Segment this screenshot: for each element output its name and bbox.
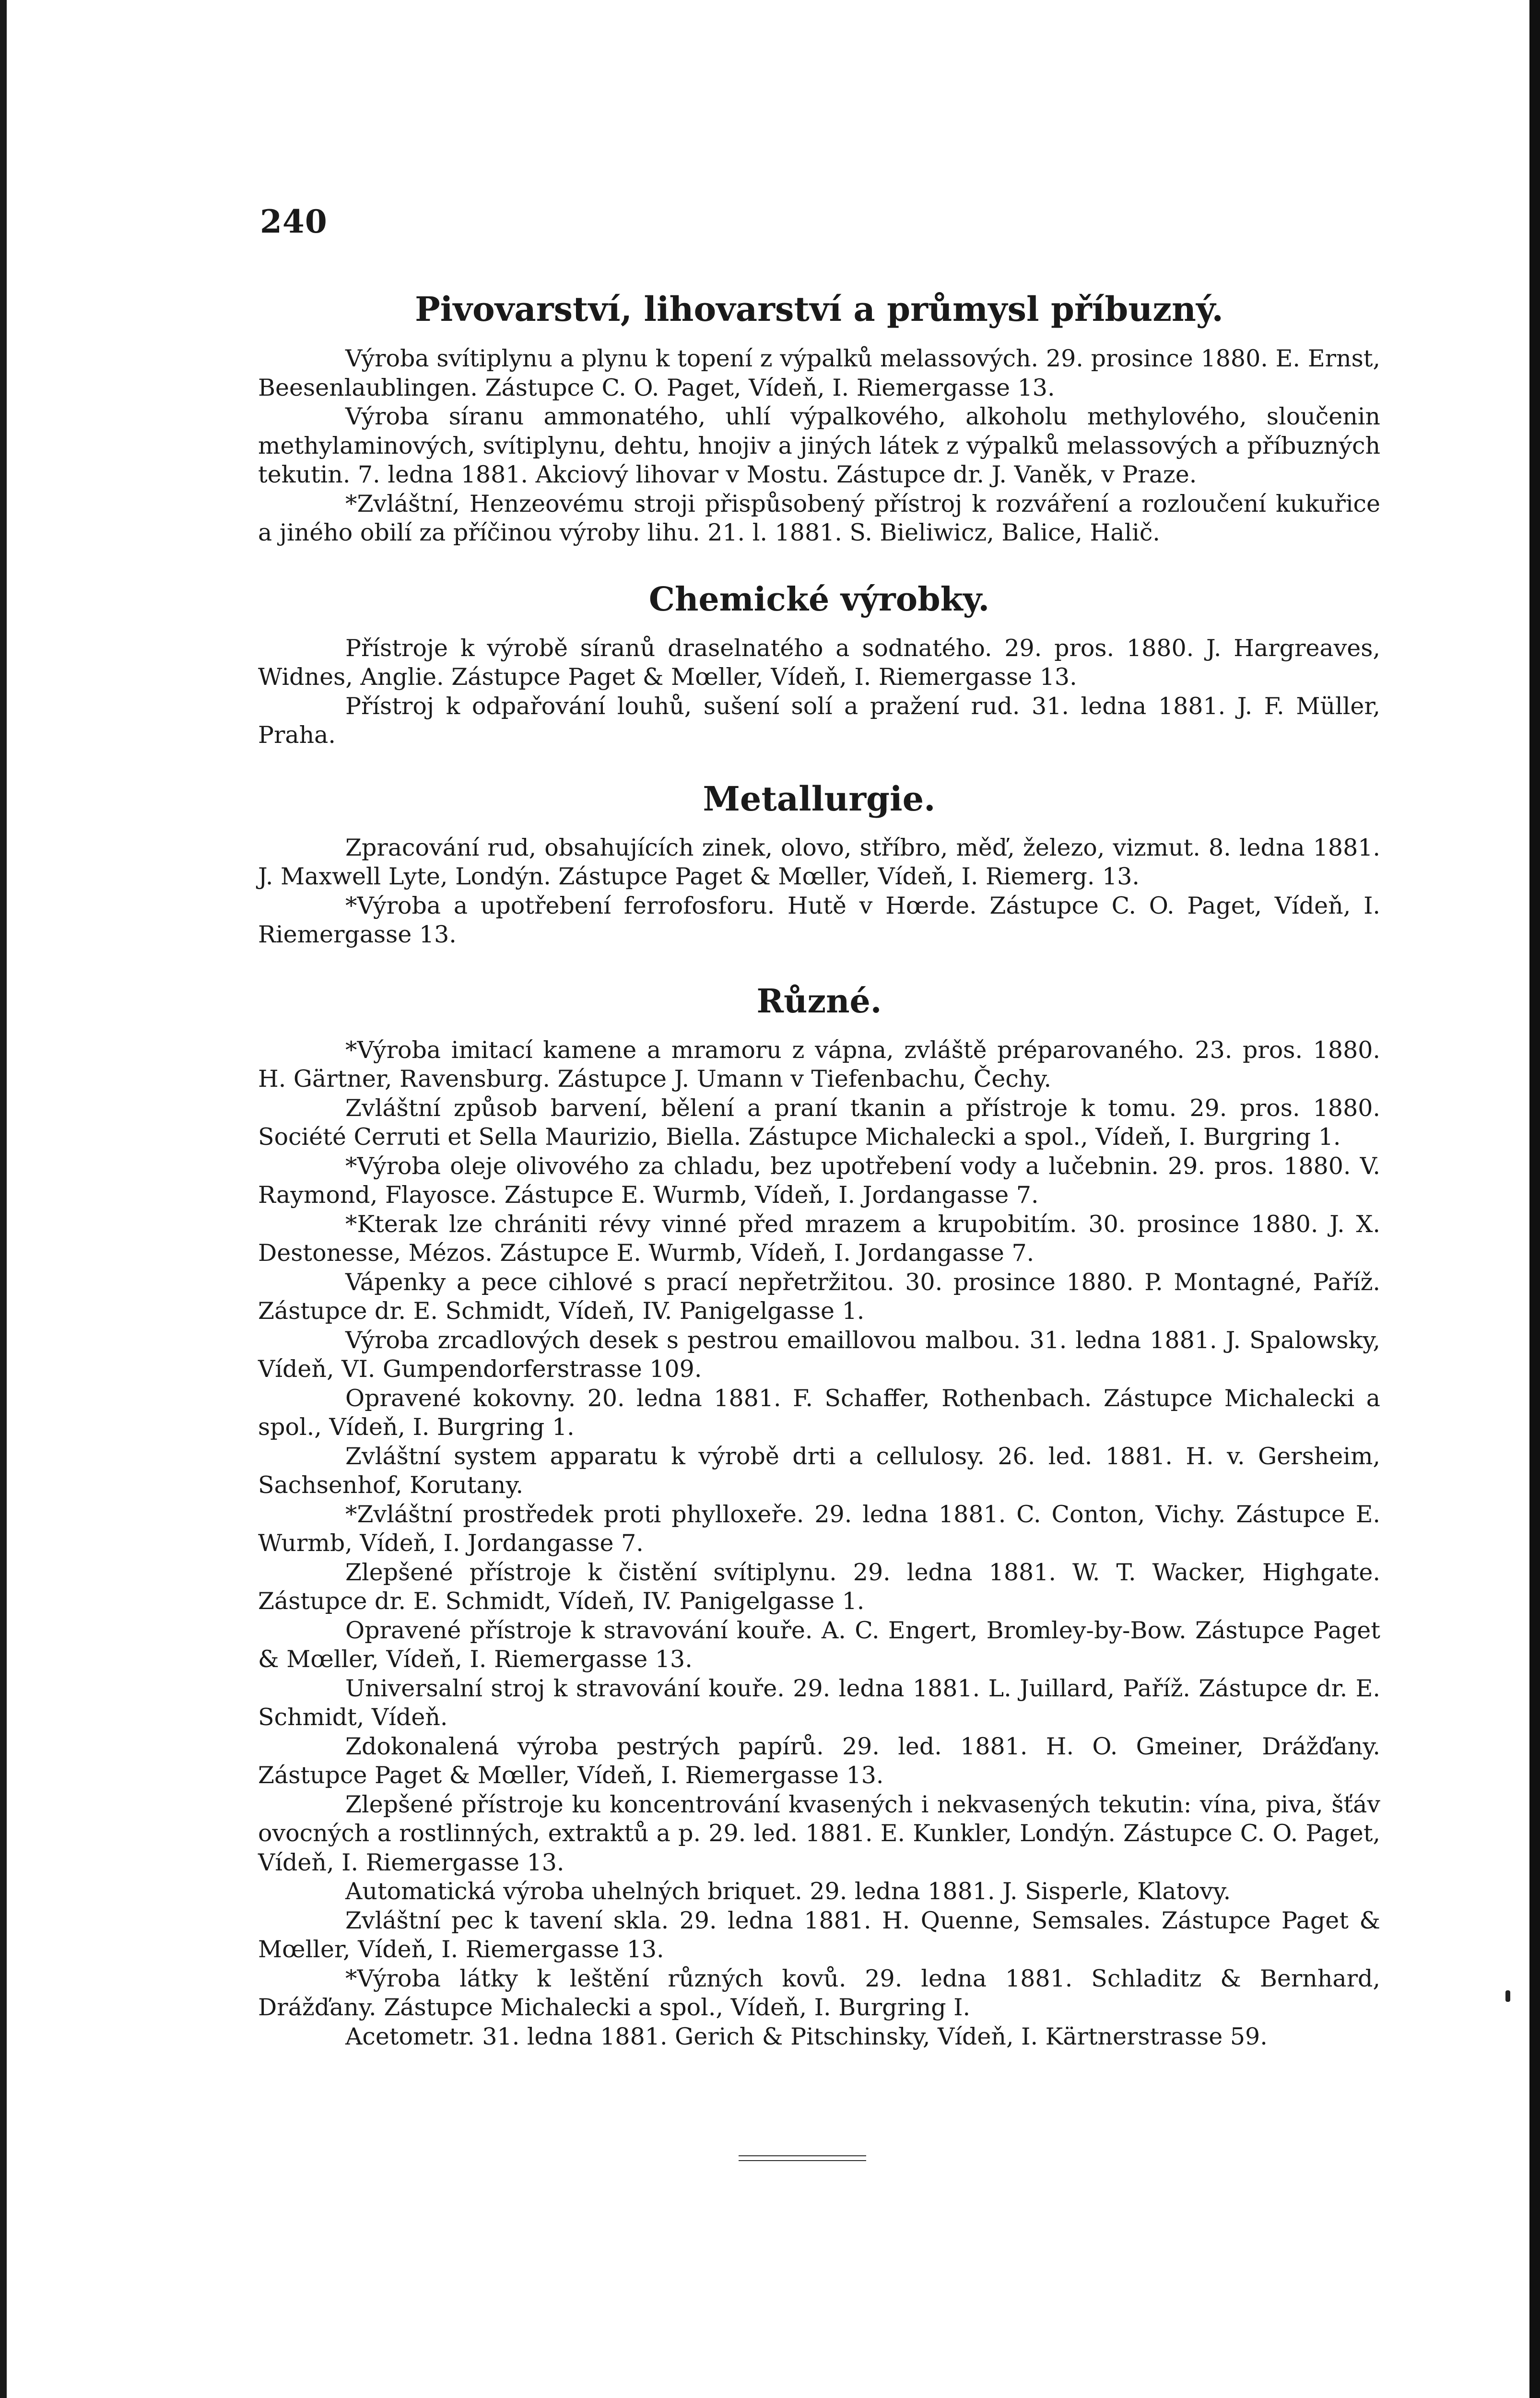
scan-edge-left — [0, 0, 7, 2398]
patent-entry: Vápenky a pece cihlové s prací nepřetržitou. 30. prosince 1880. P. Montagné, Paříž. Zástupce dr. E. Schmidt, Vídeň, IV. Panigelgasse 1. — [258, 1268, 1380, 1325]
patent-entry: Výroba zrcadlových desek s pestrou emaillovou malbou. 31. ledna 1881. J. Spalowsky, Vídeň, VI. Gumpendorferstrasse 109. — [258, 1326, 1380, 1383]
patent-entry: Acetometr. 31. ledna 1881. Gerich & Pitschinsky, Vídeň, I. Kärtnerstrasse 59. — [345, 2022, 1268, 2050]
patent-entry: *Zvláštní, Henzeovému stroji přispůsobený přístroj k rozváření a rozloučení kukuřice a jiného obilí za příčinou výroby lihu. 21. l. 1881. S. Bieliwicz, Balice, Halič. — [258, 490, 1380, 546]
section-title: Chemické výrobky. — [648, 580, 990, 619]
patent-entry: Zvláštní pec k tavení skla. 29. ledna 1881. H. Quenne, Semsales. Zástupce Paget & Mœller, Vídeň, I. Riemergasse 13. — [258, 1906, 1380, 1963]
patent-entry: Zdokonalená výroba pestrých papírů. 29. led. 1881. H. O. Gmeiner, Drážďany. Zástupce Paget & Mœller, Vídeň, I. Riemergasse 13. — [258, 1732, 1380, 1789]
scan-speck — [1505, 1990, 1510, 2002]
section-chemical-products — [258, 577, 1380, 750]
patent-entry: Zvláštní system apparatu k výrobě drti a cellulosy. 26. led. 1881. H. v. Gersheim, Sachsenhof, Korutany. — [258, 1442, 1380, 1499]
patent-entry: Zvláštní způsob barvení, bělení a praní tkanin a přístroje k tomu. 29. pros. 1880. Société Cerruti et Sella Maurizio, Biella. Zástupce Michalecki a spol., Vídeň, I. Burgring 1. — [258, 1094, 1380, 1151]
page-number: 240 — [260, 203, 328, 240]
section-title: Různé. — [756, 982, 882, 1021]
patent-entry: *Výroba a upotřebení ferrofosforu. Hutě v Hœrde. Zástupce C. O. Paget, Vídeň, I. Riemergasse 13. — [258, 892, 1380, 948]
patent-entry: Opravené kokovny. 20. ledna 1881. F. Schaffer, Rothenbach. Zástupce Michalecki a spol., Vídeň, I. Burgring 1. — [258, 1384, 1380, 1441]
patent-entry: Výroba svítiplynu a plynu k topení z výpalků melassových. 29. prosince 1880. E. Ernst, Beesenlaublingen. Zástupce C. O. Paget, Vídeň, I. Riemergasse 13. — [258, 345, 1380, 401]
patent-entry: Zlepšené přístroje ku koncentrování kvasených i nekvasených tekutin: vína, piva, šťáv ovocných a rostlinných, extraktů a p. 29. led. 1881. E. Kunkler, Londýn. Zástupce C. O. Paget, Vídeň, I. Riemergasse 13. — [258, 1790, 1380, 1876]
patent-entry: Automatická výroba uhelných briquet. 29. ledna 1881. J. Sisperle, Klatovy. — [345, 1878, 1231, 1905]
end-rule — [739, 2155, 866, 2156]
section-title: Pivovarství, lihovarství a průmysl příbuzný. — [415, 289, 1223, 329]
scan-edge-right — [1529, 0, 1540, 2398]
patent-entry: *Kterak lze chrániti révy vinné před mrazem a krupobitím. 30. prosince 1880. J. X. Destonesse, Mézos. Zástupce E. Wurmb, Vídeň, I. Jordangasse 7. — [258, 1210, 1380, 1267]
patent-entry: Přístroj k odpařování louhů, sušení solí a pražení rud. 31. ledna 1881. J. F. Müller, Praha. — [258, 692, 1380, 749]
section-miscellaneous — [258, 979, 1380, 2052]
patent-entry: *Výroba látky k leštění různých kovů. 29. ledna 1881. Schladitz & Bernhard, Drážďany. Zástupce Michalecki a spol., Vídeň, I. Burgring I. — [258, 1964, 1380, 2021]
patent-entry: Opravené přístroje k stravování kouře. A. C. Engert, Bromley-by-Bow. Zástupce Paget & Mœller, Vídeň, I. Riemergasse 13. — [258, 1616, 1380, 1673]
section-metallurgy — [258, 777, 1380, 950]
page-content — [258, 288, 1380, 2051]
patent-entry: *Výroba imitací kamene a mramoru z vápna, zvláště préparovaného. 23. pros. 1880. H. Gärtner, Ravensburg. Zástupce J. Umann v Tiefenbachu, Čechy. — [258, 1036, 1380, 1093]
patent-entry: Přístroje k výrobě síranů draselnatého a sodnatého. 29. pros. 1880. J. Hargreaves, Widnes, Anglie. Zástupce Paget & Mœller, Vídeň, I. Riemergasse 13. — [258, 634, 1380, 691]
end-rule — [739, 2160, 866, 2161]
section-brewing — [258, 288, 1380, 548]
section-title: Metallurgie. — [703, 778, 936, 819]
patent-entry: Zlepšené přístroje k čistění svítiplynu. 29. ledna 1881. W. T. Wacker, Highgate. Zástupce dr. E. Schmidt, Vídeň, IV. Panigelgasse 1. — [258, 1558, 1380, 1615]
patent-entry: *Zvláštní prostředek proti phylloxeře. 29. ledna 1881. C. Conton, Vichy. Zástupce E. Wurmb, Vídeň, I. Jordangasse 7. — [258, 1500, 1380, 1557]
patent-entry: Výroba síranu ammonatého, uhlí výpalkového, alkoholu methylového, sloučenin methylaminových, svítiplynu, dehtu, hnojiv a jiných látek z výpalků melassových a příbuzných tekutin. 7. ledna 1881. Akciový lihovar v Mostu. Zástupce dr. J. Vaněk, v Praze. — [258, 403, 1380, 488]
patent-entry: Zpracování rud, obsahujících zinek, olovo, stříbro, měď, železo, vizmut. 8. ledna 1881. J. Maxwell Lyte, Londýn. Zástupce Paget & Mœller, Vídeň, I. Riemerg. 13. — [258, 834, 1380, 890]
patent-entry: Universalní stroj k stravování kouře. 29. ledna 1881. L. Juillard, Paříž. Zástupce dr. E. Schmidt, Vídeň. — [258, 1674, 1380, 1731]
patent-entry: *Výroba oleje olivového za chladu, bez upotřebení vody a lučebnin. 29. pros. 1880. V. Raymond, Flayosce. Zástupce E. Wurmb, Vídeň, I. Jordangasse 7. — [258, 1152, 1380, 1209]
